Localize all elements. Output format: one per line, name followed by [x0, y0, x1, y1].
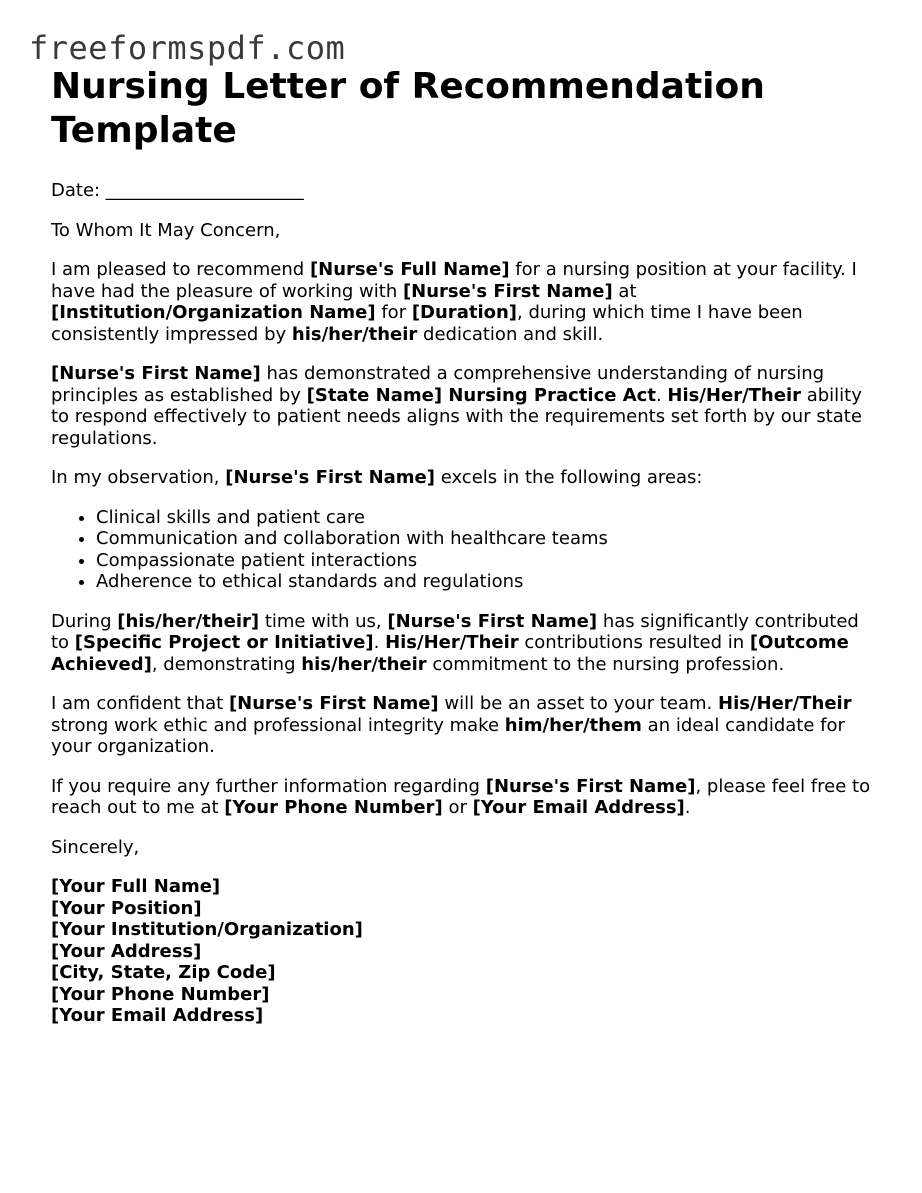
- text-segment: contributions resulted in: [518, 632, 750, 653]
- text-segment: commitment to the nursing profession.: [426, 653, 785, 675]
- placeholder-duration: [Duration]: [411, 302, 518, 323]
- placeholder-pronoun: His/Her/Their: [667, 384, 801, 406]
- placeholder-pronoun: His/Her/Their: [718, 693, 852, 714]
- signature-phone: [Your Phone Number]: [51, 983, 270, 1005]
- text-segment: dedication and skill.: [417, 323, 604, 345]
- paragraph-confidence: [51, 693, 871, 758]
- text-segment: , please feel free to reach out to me at: [51, 775, 871, 818]
- date-line: Date: ______________________: [51, 180, 304, 201]
- placeholder-nurse-first-name: [Nurse's First Name]: [402, 280, 613, 302]
- closing: Sincerely,: [51, 836, 140, 858]
- placeholder-state-practice-act: [State Name] Nursing Practice Act: [306, 384, 656, 406]
- list-item: • Compassionate patient interactions: [96, 550, 871, 572]
- list-item: • Communication and collaboration with healthcare teams: [96, 528, 871, 550]
- placeholder-email: [Your Email Address]: [472, 797, 685, 818]
- text-segment: strong work ethic and professional integrity make: [51, 714, 505, 736]
- placeholder-pronoun: him/her/them: [504, 714, 642, 736]
- placeholder-outcome: [Outcome Achieved]: [51, 632, 849, 675]
- text-segment: If you require any further information regarding: [51, 775, 486, 797]
- signature-institution: [Your Institution/Organization]: [51, 919, 363, 940]
- text-segment: time with us,: [259, 610, 388, 632]
- text-segment: , during which time I have been consistently impressed by: [51, 302, 803, 345]
- letter-document: [51, 65, 871, 1027]
- placeholder-nurse-first-name: [Nurse's First Name]: [485, 775, 696, 797]
- placeholder-nurse-first-name: [Nurse's First Name]: [51, 363, 261, 384]
- placeholder-nurse-first-name: [Nurse's First Name]: [228, 693, 439, 714]
- text-segment: for a nursing position at your facility. I have had the pleasure of working with: [51, 259, 857, 302]
- areas-list: [51, 507, 871, 593]
- salutation: To Whom It May Concern,: [51, 219, 281, 241]
- placeholder-pronoun: [his/her/their]: [117, 610, 260, 632]
- signature-email: [Your Email Address]: [51, 1005, 264, 1026]
- text-segment: or: [442, 797, 473, 818]
- paragraph-observation: [51, 467, 871, 489]
- page-title: Nursing Letter of Recommendation Template: [51, 66, 765, 151]
- placeholder-nurse-first-name: [Nurse's First Name]: [225, 467, 435, 488]
- text-segment: I am confident that: [51, 693, 229, 714]
- placeholder-pronoun: his/her/their: [301, 653, 427, 675]
- paragraph-understanding: [51, 363, 871, 449]
- text-segment: for: [375, 302, 412, 323]
- paragraph-contact: [51, 776, 871, 819]
- text-segment: In my observation,: [51, 467, 226, 488]
- paragraph-contribution: [51, 611, 871, 676]
- text-segment: , demonstrating: [151, 653, 302, 675]
- text-segment: .: [373, 632, 386, 653]
- list-item: • Adherence to ethical standards and regulations: [96, 571, 871, 593]
- signature-position: [Your Position]: [51, 897, 202, 919]
- placeholder-nurse-first-name: [Nurse's First Name]: [387, 610, 598, 632]
- text-segment: has demonstrated a comprehensive understanding of nursing principles as established by: [51, 363, 825, 406]
- signature-full-name: [Your Full Name]: [51, 876, 221, 897]
- placeholder-phone: [Your Phone Number]: [224, 797, 443, 818]
- text-segment: has significantly contributed to: [51, 610, 859, 653]
- text-segment: ability to respond effectively to patient needs aligns with the requirements set forth by our state regulations.: [51, 384, 862, 449]
- signature-address: [Your Address]: [51, 940, 202, 962]
- placeholder-institution: [Institution/Organization Name]: [51, 302, 376, 323]
- text-segment: .: [684, 797, 691, 818]
- text-segment: will be an asset to your team.: [438, 693, 718, 714]
- placeholder-pronoun: his/her/their: [291, 323, 418, 345]
- text-segment: an ideal candidate for your organization.: [51, 714, 845, 757]
- site-watermark: freeformspdf.com: [29, 29, 346, 67]
- signature-city-state-zip: [City, State, Zip Code]: [51, 962, 276, 983]
- paragraph-introduction: [51, 259, 871, 345]
- text-segment: I am pleased to recommend: [51, 259, 310, 280]
- placeholder-project: [Specific Project or Initiative]: [74, 632, 374, 653]
- text-segment: During: [51, 610, 118, 632]
- text-segment: excels in the following areas:: [434, 467, 703, 488]
- placeholder-pronoun: His/Her/Their: [385, 632, 519, 653]
- placeholder-nurse-full-name: [Nurse's Full Name]: [309, 259, 510, 280]
- list-item: • Clinical skills and patient care: [96, 507, 871, 529]
- signature-block: [51, 876, 871, 1027]
- text-segment: at: [612, 280, 637, 302]
- text-segment: .: [655, 384, 668, 406]
